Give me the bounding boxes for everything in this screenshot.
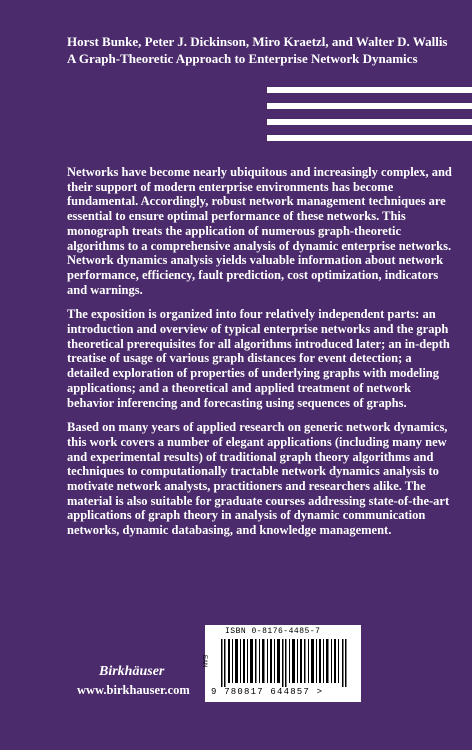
ean-digits: 9 780817 644857 > (211, 687, 324, 697)
decorative-stripes (267, 87, 472, 151)
publisher-logo: Birkhäuser (99, 664, 165, 679)
publisher-url: www.birkhauser.com (77, 683, 190, 697)
stripe (267, 103, 472, 109)
authors: Horst Bunke, Peter J. Dickinson, Miro Kraetzl, and Walter D. Wallis (67, 34, 448, 49)
description (67, 165, 452, 548)
book-title: A Graph-Theoretic Approach to Enterprise Network Dynamics (67, 51, 418, 66)
stripe (267, 119, 472, 125)
ean-label: EAN (201, 655, 207, 668)
stripe (267, 135, 472, 141)
barcode-bars (221, 639, 347, 687)
description-paragraph: Networks have become nearly ubiquitous and increasingly complex, and their support of modern enterprise environments has become fundamental. Accordingly, robust network management techniques are essential to ensure optimal performance of these networks. This monograph treats the application of numerous graph-theoretic algorithms to a comprehensive analysis of dynamic enterprise networks. Network dynamics analysis yields valuable information about network performance, efficiency, fault prediction, cost optimization, indicators and warnings. (67, 165, 452, 297)
description-paragraph: The exposition is organized into four relatively independent parts: an introduction and overview of typical enterprise networks and the graph theoretical prerequisites for all algorithms introduced later; an in-depth treatise of usage of various graph distances for event detection; a detailed exploration of properties of underlying graphs with modeling applications; and a theoretical and applied treatment of network behavior inferencing and forecasting using sequences of graphs. (67, 307, 450, 410)
barcode (201, 625, 361, 702)
isbn-label: ISBN 0-8176-4485-7 (225, 627, 321, 636)
stripe (267, 87, 472, 93)
description-paragraph: Based on many years of applied research on generic network dynamics, this work covers a number of elegant applications (including many new and experimental results) of traditional graph theory algorithms and techniques to computationally tractable network dynamics analysis to motivate network analysts, practitioners and researchers alike. The material is also suitable for graduate courses addressing state-of-the-art applications of graph theory in analysis of dynamic communication networks, dynamic databasing, and knowledge management. (67, 420, 450, 538)
